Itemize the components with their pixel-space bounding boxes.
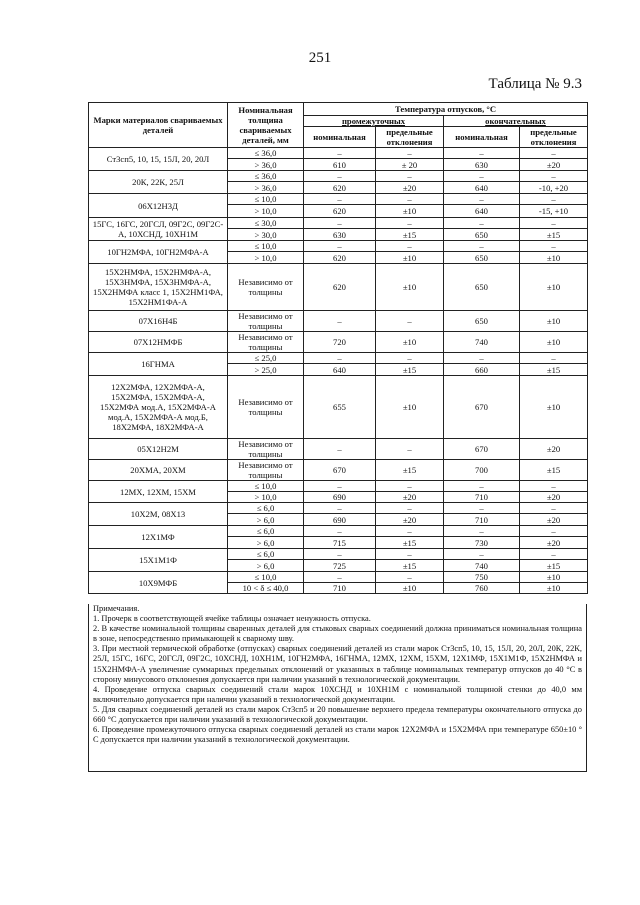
intermediate-temp-cell: 640 [304,364,376,376]
thickness-cell: ≤ 6,0 [228,503,304,514]
intermediate-temp-cell: 610 [304,159,376,171]
table-row [89,526,588,537]
steel-grade-cell: Ст3сп5, 10, 15, 15Л, 20, 20Л [89,148,228,171]
final-temp-cell: 740 [444,560,520,572]
final-deviation-cell: ±10 [520,311,588,332]
final-deviation-cell: ±15 [520,229,588,241]
final-deviation-cell: ±10 [520,264,588,311]
notes-title: Примечания. [93,604,140,613]
thickness-cell: Независимо от толщины [228,332,304,353]
intermediate-deviation-cell: ±15 [376,537,444,549]
intermediate-temp-cell: 690 [304,492,376,503]
intermediate-deviation-cell: – [376,353,444,364]
intermediate-deviation-cell: ±20 [376,492,444,503]
final-deviation-cell: ±20 [520,537,588,549]
intermediate-deviation-cell: ±20 [376,514,444,526]
final-deviation-cell: – [520,549,588,560]
final-temp-cell: – [444,481,520,492]
intermediate-temp-cell: – [304,439,376,460]
intermediate-deviation-cell: – [376,218,444,229]
final-deviation-cell: ±20 [520,439,588,460]
thickness-cell: > 25,0 [228,364,304,376]
final-temp-cell: 740 [444,332,520,353]
steel-grade-cell: 15ГС, 16ГС, 20ГСЛ, 09Г2С, 09Г2С-А, 10ХСНД, 10ХН1М [89,218,228,241]
header-nominal-final: номинальная [444,127,520,148]
tempering-table [88,102,588,594]
final-temp-cell: 750 [444,572,520,583]
thickness-cell: > 6,0 [228,560,304,572]
steel-grade-cell: 20К, 22К, 25Л [89,171,228,194]
intermediate-deviation-cell: – [376,572,444,583]
page-number: 251 [308,50,332,66]
intermediate-deviation-cell: – [376,148,444,159]
final-temp-cell: 700 [444,460,520,481]
intermediate-deviation-cell: – [376,549,444,560]
final-temp-cell: 650 [444,229,520,241]
final-deviation-cell: – [520,171,588,182]
final-deviation-cell: ±15 [520,560,588,572]
header-nominal-intermediate: номинальная [304,127,376,148]
intermediate-temp-cell: 620 [304,205,376,218]
notes-section [88,604,587,772]
table-row [89,549,588,560]
final-temp-cell: 650 [444,264,520,311]
thickness-cell: > 36,0 [228,159,304,171]
thickness-cell: ≤ 10,0 [228,572,304,583]
final-deviation-cell: ±15 [520,460,588,481]
thickness-cell: ≤ 25,0 [228,353,304,364]
intermediate-deviation-cell: ±15 [376,560,444,572]
intermediate-temp-cell: 720 [304,332,376,353]
intermediate-temp-cell: 620 [304,252,376,264]
header-deviation-final: предельные отклонения [520,127,588,148]
steel-grade-cell: 20ХМА, 20ХМ [89,460,228,481]
table-row [89,311,588,332]
table-body [89,148,588,594]
note-item: 3. При местной термической обработке (отпусках) сварных соединений деталей из стали марок Ст3сп5, 10, 15, 15Л, 20, 20Л, 20К, 22К, 25Л, 15ГС, 16ГС, 20ГСЛ, 09Г2С, 10ХСНД, 10ХН1М, 10ГН2МФА, 16ГНМА, 12МХ, 12ХМ, 15ХМ, 12Х1МФ, 15Х1М1Ф, 15Х2НМФА и 15Х2НМФА-А увеличение суммарных предельных отклонений от указанных в таблице номинальных температур отпусков до 40 °С в сторону минусового отклонения допускается при наличии указаний в технологической документации. [93,644,582,684]
table-row [89,376,588,439]
intermediate-temp-cell: – [304,526,376,537]
intermediate-temp-cell: – [304,549,376,560]
intermediate-deviation-cell: ±10 [376,252,444,264]
steel-grade-cell: 12МХ, 12ХМ, 15ХМ [89,481,228,503]
intermediate-temp-cell: 620 [304,264,376,311]
intermediate-temp-cell: 620 [304,182,376,194]
intermediate-deviation-cell: ±15 [376,229,444,241]
intermediate-temp-cell: 630 [304,229,376,241]
header-thickness: Номинальная толщина свариваемых деталей, мм [228,103,304,148]
thickness-cell: Независимо от толщины [228,439,304,460]
thickness-cell: > 6,0 [228,514,304,526]
table-row [89,353,588,364]
intermediate-temp-cell: – [304,481,376,492]
final-temp-cell: – [444,526,520,537]
intermediate-deviation-cell: – [376,481,444,492]
steel-grade-cell: 07Х12НМФБ [89,332,228,353]
note-item: 1. Прочерк в соответствующей ячейке таблицы означает ненужность отпуска. [93,614,371,624]
steel-grade-cell: 05Х12Н2М [89,439,228,460]
thickness-cell: > 10,0 [228,205,304,218]
thickness-cell: Независимо от толщины [228,376,304,439]
intermediate-deviation-cell: ±15 [376,364,444,376]
header-steel-grades: Марки материалов свариваемых деталей [89,103,228,148]
table-row [89,194,588,205]
final-deviation-cell: ±20 [520,514,588,526]
intermediate-deviation-cell: – [376,503,444,514]
final-deviation-cell: ±10 [520,583,588,594]
intermediate-deviation-cell: ±15 [376,460,444,481]
final-deviation-cell: – [520,503,588,514]
final-temp-cell: – [444,194,520,205]
intermediate-temp-cell: 725 [304,560,376,572]
intermediate-deviation-cell: ±10 [376,376,444,439]
final-temp-cell: 640 [444,182,520,194]
note-item: 2. В качестве номинальной толщины сваренных деталей для стыковых сварных соединений должна приниматься номинальная толщина в зоне, непосредственно примыкающей к сварному шву. [93,624,582,644]
thickness-cell: Независимо от толщины [228,311,304,332]
final-deviation-cell: – [520,148,588,159]
final-temp-cell: – [444,218,520,229]
intermediate-temp-cell: 715 [304,537,376,549]
steel-grade-cell: 12Х1МФ [89,526,228,549]
intermediate-deviation-cell: – [376,526,444,537]
final-temp-cell: 660 [444,364,520,376]
table-row [89,332,588,353]
intermediate-temp-cell: 690 [304,514,376,526]
intermediate-deviation-cell: ±10 [376,332,444,353]
thickness-cell: ≤ 30,0 [228,218,304,229]
table-row [89,264,588,311]
final-deviation-cell: – [520,241,588,252]
thickness-cell: > 36,0 [228,182,304,194]
steel-grade-cell: 07Х16Н4Б [89,311,228,332]
thickness-cell: ≤ 10,0 [228,481,304,492]
steel-grade-cell: 10Х2М, 08Х13 [89,503,228,526]
thickness-cell: > 6,0 [228,537,304,549]
table-row [89,241,588,252]
note-item: 6. Проведение промежуточного отпуска сварных соединений деталей из стали марок 12Х2МФА и 15Х2МФА при температуре 650±10 ° С допускается при наличии указаний в технологической документации. [93,725,582,745]
intermediate-deviation-cell: – [376,171,444,182]
final-temp-cell: 670 [444,376,520,439]
table-row [89,481,588,492]
thickness-cell: Независимо от толщины [228,460,304,481]
intermediate-temp-cell: – [304,241,376,252]
table-row [89,460,588,481]
final-deviation-cell: ±10 [520,252,588,264]
intermediate-temp-cell: – [304,171,376,182]
thickness-cell: ≤ 36,0 [228,148,304,159]
final-temp-cell: 640 [444,205,520,218]
final-deviation-cell: ±15 [520,364,588,376]
final-deviation-cell: ±20 [520,159,588,171]
final-temp-cell: 650 [444,252,520,264]
steel-grade-cell: 10Х9МФБ [89,572,228,594]
final-deviation-cell: ±10 [520,376,588,439]
intermediate-deviation-cell: ±10 [376,264,444,311]
final-temp-cell: – [444,148,520,159]
final-temp-cell: 670 [444,439,520,460]
table-row [89,148,588,159]
final-temp-cell: 730 [444,537,520,549]
intermediate-deviation-cell: ±10 [376,583,444,594]
final-temp-cell: – [444,503,520,514]
intermediate-temp-cell: 655 [304,376,376,439]
steel-grade-cell: 15Х2НМФА, 15Х2НМФА-А, 15Х3НМФА, 15Х3НМФА-А, 15Х2НМФА класс 1, 15Х2НМ1ФА, 15Х2НМ1ФА-А [89,264,228,311]
thickness-cell: ≤ 36,0 [228,171,304,182]
intermediate-temp-cell: – [304,503,376,514]
table-row [89,218,588,229]
final-temp-cell: – [444,353,520,364]
final-temp-cell: 630 [444,159,520,171]
final-deviation-cell: – [520,481,588,492]
intermediate-deviation-cell: – [376,311,444,332]
steel-grade-cell: 12Х2МФА, 12Х2МФА-А, 15Х2МФА, 15Х2МФА-А, 15Х2МФА мод.А, 15Х2МФА-А мод.А, 15Х2МФА-А мод.Б, 18Х2МФА, 18Х2МФА-А [89,376,228,439]
thickness-cell: 10 < δ ≤ 40,0 [228,583,304,594]
steel-grade-cell: 06Х12Н3Д [89,194,228,218]
final-deviation-cell: ±10 [520,332,588,353]
steel-grade-cell: 10ГН2МФА, 10ГН2МФА-А [89,241,228,264]
intermediate-temp-cell: – [304,353,376,364]
intermediate-deviation-cell: ± 20 [376,159,444,171]
final-deviation-cell: – [520,353,588,364]
table-caption: Таблица № 9.3 [488,76,582,92]
note-item: 4. Проведение отпуска сварных соединений стали марок 10ХСНД и 10ХН1М с номинальной толщиной стенки до 40,0 мм включительно допускается при наличии указаний в технологической документации. [93,684,582,704]
header-final: окончательных [444,116,588,127]
final-temp-cell: – [444,549,520,560]
final-temp-cell: 710 [444,514,520,526]
thickness-cell: > 10,0 [228,492,304,503]
steel-grade-cell: 16ГНМА [89,353,228,376]
intermediate-temp-cell: – [304,311,376,332]
thickness-cell: Независимо от толщины [228,264,304,311]
thickness-cell: > 30,0 [228,229,304,241]
thickness-cell: > 10,0 [228,252,304,264]
thickness-cell: ≤ 6,0 [228,549,304,560]
final-deviation-cell: ±20 [520,492,588,503]
header-temperature: Температура отпусков, °С [304,103,588,116]
intermediate-deviation-cell: ±10 [376,205,444,218]
intermediate-deviation-cell: – [376,194,444,205]
final-deviation-cell: – [520,526,588,537]
final-temp-cell: – [444,171,520,182]
steel-grade-cell: 15Х1М1Ф [89,549,228,572]
table-row [89,439,588,460]
note-item: 5. Для сварных соединений деталей из стали марок Ст3сп5 и 20 повышение верхнего предела температуры окончательного отпуска до 660 °С допускается при наличии указаний в технологической документации. [93,704,582,725]
intermediate-deviation-cell: – [376,241,444,252]
intermediate-temp-cell: 670 [304,460,376,481]
final-deviation-cell: – [520,218,588,229]
final-temp-cell: 650 [444,311,520,332]
table-row [89,572,588,583]
intermediate-temp-cell: – [304,572,376,583]
table-row [89,503,588,514]
header-deviation-intermediate: предельные отклонения [376,127,444,148]
final-deviation-cell: ±10 [520,572,588,583]
intermediate-deviation-cell: ±20 [376,182,444,194]
table-row [89,171,588,182]
intermediate-temp-cell: – [304,194,376,205]
final-temp-cell: – [444,241,520,252]
thickness-cell: ≤ 6,0 [228,526,304,537]
thickness-cell: ≤ 10,0 [228,241,304,252]
final-deviation-cell: -10, +20 [520,182,588,194]
header-intermediate: промежуточных [304,116,444,127]
final-deviation-cell: – [520,194,588,205]
intermediate-temp-cell: 710 [304,583,376,594]
final-temp-cell: 710 [444,492,520,503]
thickness-cell: ≤ 10,0 [228,194,304,205]
intermediate-temp-cell: – [304,148,376,159]
final-deviation-cell: -15, +10 [520,205,588,218]
intermediate-deviation-cell: – [376,439,444,460]
intermediate-temp-cell: – [304,218,376,229]
final-temp-cell: 760 [444,583,520,594]
